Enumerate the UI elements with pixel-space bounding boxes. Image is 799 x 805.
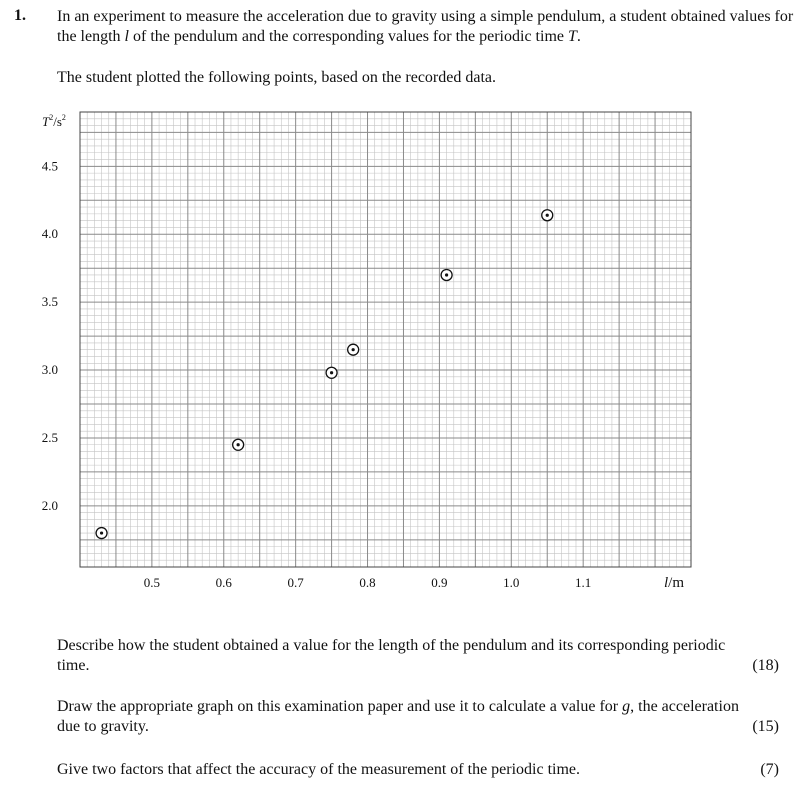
data-point [96,528,107,539]
x-tick-label: 0.5 [143,575,161,590]
x-axis-label-l: l [664,575,669,591]
x-axis-label [664,575,684,591]
y-tick-label: 3.0 [41,362,58,378]
marks-describe: (18) [752,657,779,674]
y-tick-label: 2.5 [41,429,58,445]
x-tick-label: 1.1 [575,575,592,590]
data-point-dot [100,531,103,534]
x-tick-label: 0.8 [359,575,376,590]
data-point [233,439,244,450]
data-point [326,367,337,378]
plotted-statement: The student plotted the following points, based on the recorded data. [57,69,496,86]
intro-time-symbol: T [567,28,577,45]
x-tick-label: 0.6 [215,575,232,590]
data-point [542,210,553,221]
x-axis-label-unit: /m [668,575,685,591]
part-draw-graph [57,697,747,737]
y-axis-label-unit: /s [53,114,62,129]
x-tick-labels [144,575,592,590]
intro-length-symbol: l [124,28,129,45]
x-tick-label: 0.9 [431,575,448,590]
part-draw-text-b: , the acceleration due to gravity. [57,698,739,735]
y-tick-labels [42,158,58,513]
intro-text-b: of the pendulum and the corresponding values for the periodic time [129,28,568,45]
intro-text-a: In an experiment to measure the acceleration due to gravity using a simple pendulum, a student obtained values for the length [57,8,794,45]
data-point [348,344,359,355]
part-draw-text-a: Draw the appropriate graph on this examination paper and use it to calculate a value for [57,698,623,715]
part-factors: Give two factors that affect the accuracy of the measurement of the periodic time. [57,761,581,778]
data-point [441,269,452,280]
intro-text-c: . [576,28,581,45]
chart-svg [0,100,799,600]
y-axis-label-sup: 2 [49,113,54,122]
x-tick-label: 1.0 [503,575,520,590]
data-point-dot [546,214,549,217]
pendulum-chart [0,100,799,600]
x-tick-label: 0.7 [287,575,304,590]
data-point-dot [352,348,355,351]
question-number: 1. [14,7,26,24]
y-tick-label: 4.5 [41,158,58,174]
part-describe: Describe how the student obtained a value for the length of the pendulum and its corresponding periodic time. [57,637,726,674]
data-point-dot [330,371,333,374]
data-point-dot [237,443,240,446]
plot-frame [80,112,691,567]
y-axis-label-unit-sup: 2 [61,113,66,122]
y-tick-label: 2.0 [41,497,58,513]
marks-factors: (7) [760,761,779,778]
y-axis-label [42,113,66,129]
question-intro [57,7,797,47]
data-point-dot [445,273,448,276]
marks-draw-graph: (15) [752,718,779,735]
y-tick-label: 3.5 [41,294,58,310]
y-axis-label-T: T [42,114,50,129]
y-tick-label: 4.0 [41,226,58,242]
grid-minor-lines [80,112,691,567]
part-draw-g-symbol: g [622,698,631,715]
grid-major-lines [80,112,691,567]
